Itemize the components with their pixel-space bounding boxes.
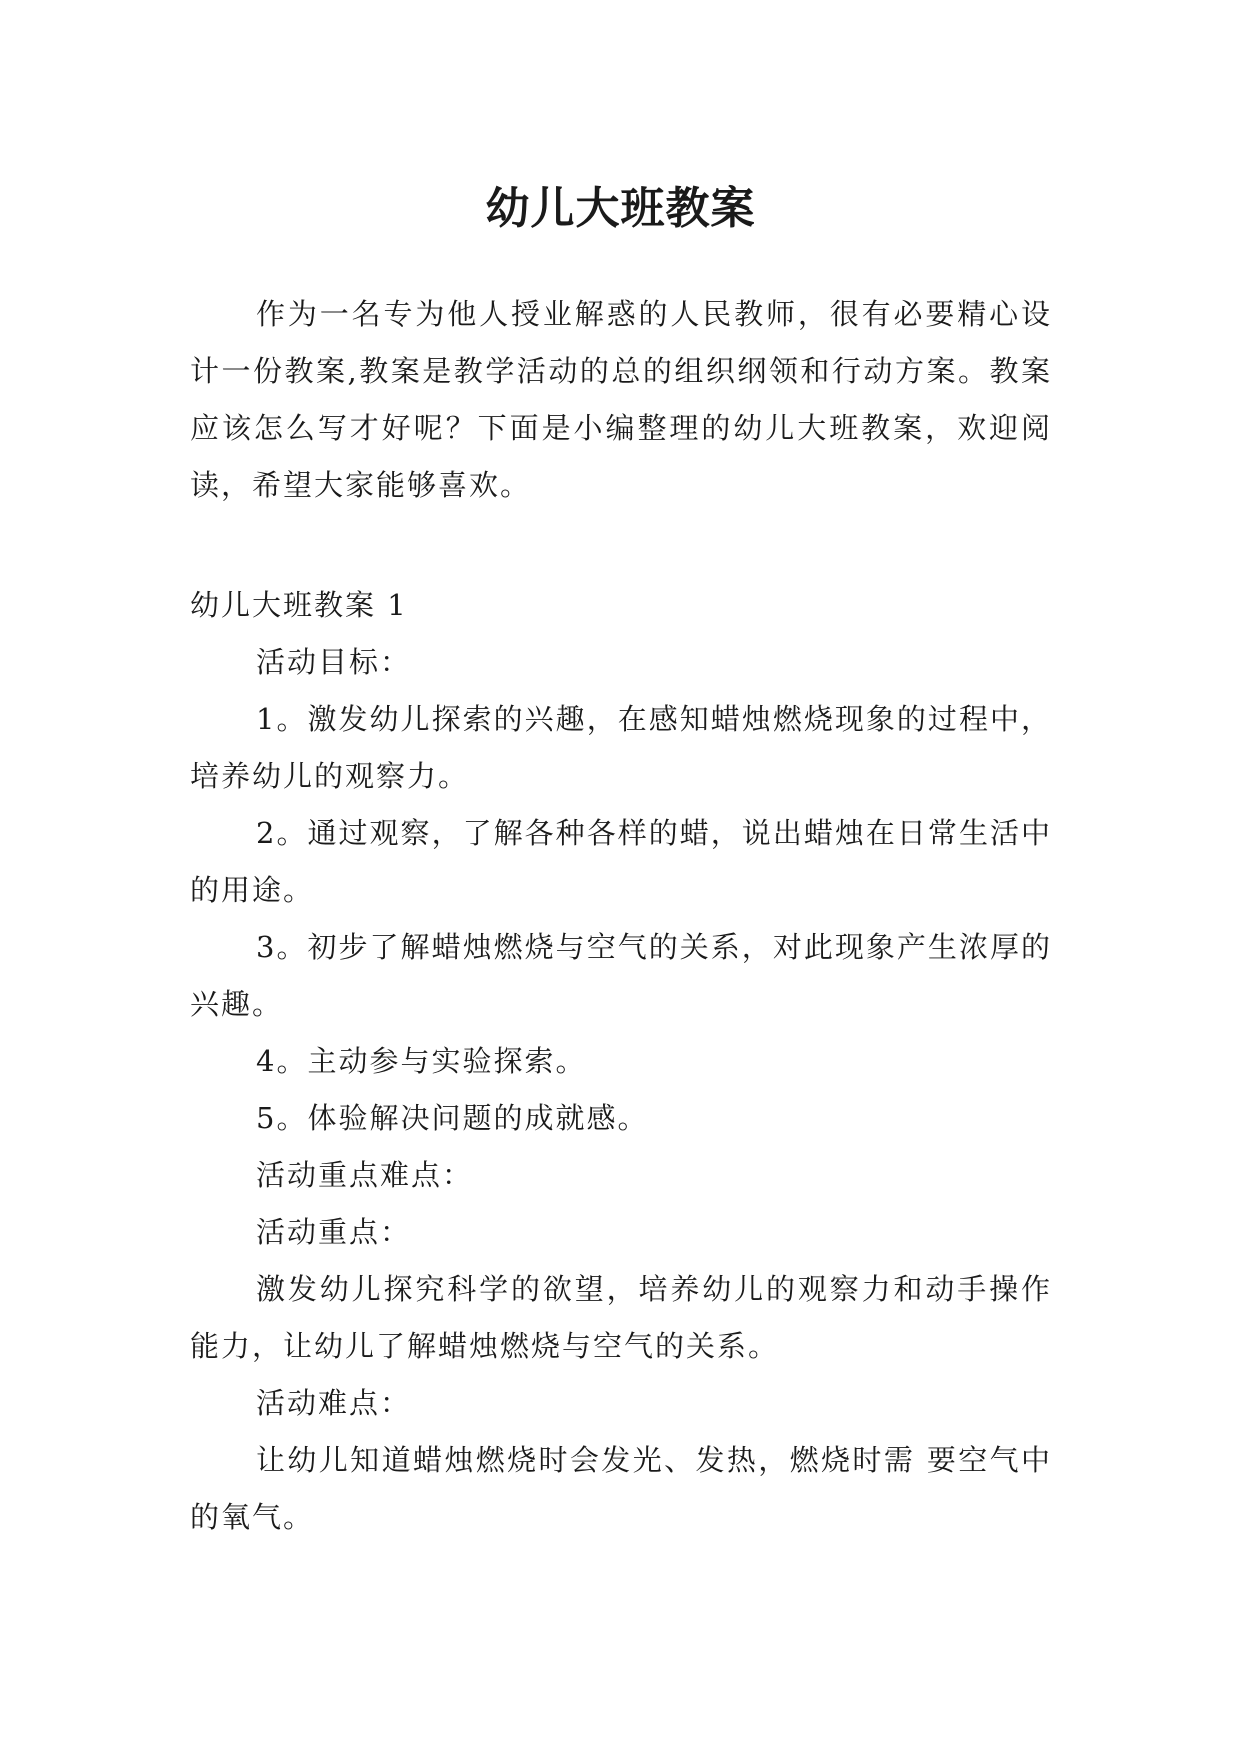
document-body: [190, 577, 1052, 1546]
paragraph-goal-1: 1。激发幼儿探索的兴趣，在感知蜡烛燃烧现象的过程中，培养幼儿的观察力。: [190, 702, 1052, 793]
section-heading: 幼儿大班教案 1: [190, 588, 408, 622]
paragraph-goal-3: 3。初步了解蜡烛燃烧与空气的关系，对此现象产生浓厚的兴趣。: [190, 930, 1052, 1021]
paragraph-difficult-points-heading: 活动难点：: [256, 1386, 412, 1420]
paragraph-difficult-points: 让幼儿知道蜡烛燃烧时会发光、发热，燃烧时需 要空气中的氧气。: [190, 1443, 1052, 1534]
paragraph-goal-4: 4。主动参与实验探索。: [256, 1044, 587, 1078]
paragraph-goal-5: 5。体验解决问题的成就感。: [256, 1101, 649, 1135]
intro-paragraph: 作为一名专为他人授业解惑的人民教师，很有必要精心设计一份教案,教案是教学活动的总的组织纲领和行动方案。教案应该怎么写才好呢？下面是小编整理的幼儿大班教案，欢迎阅读，希望大家能够喜欢。: [190, 297, 1052, 502]
paragraph-key-points: 激发幼儿探究科学的欲望，培养幼儿的观察力和动手操作能力，让幼儿了解蜡烛燃烧与空气的关系。: [190, 1272, 1052, 1363]
paragraph-activity-goals: 活动目标：: [256, 645, 412, 679]
paragraph-key-points-heading: 活动重点：: [256, 1215, 412, 1249]
paragraph-key-difficult-points: 活动重点难点：: [256, 1158, 474, 1192]
paragraph-goal-2: 2。通过观察，了解各种各样的蜡，说出蜡烛在日常生活中的用途。: [190, 816, 1052, 907]
document-title: 幼儿大班教案: [485, 183, 756, 235]
